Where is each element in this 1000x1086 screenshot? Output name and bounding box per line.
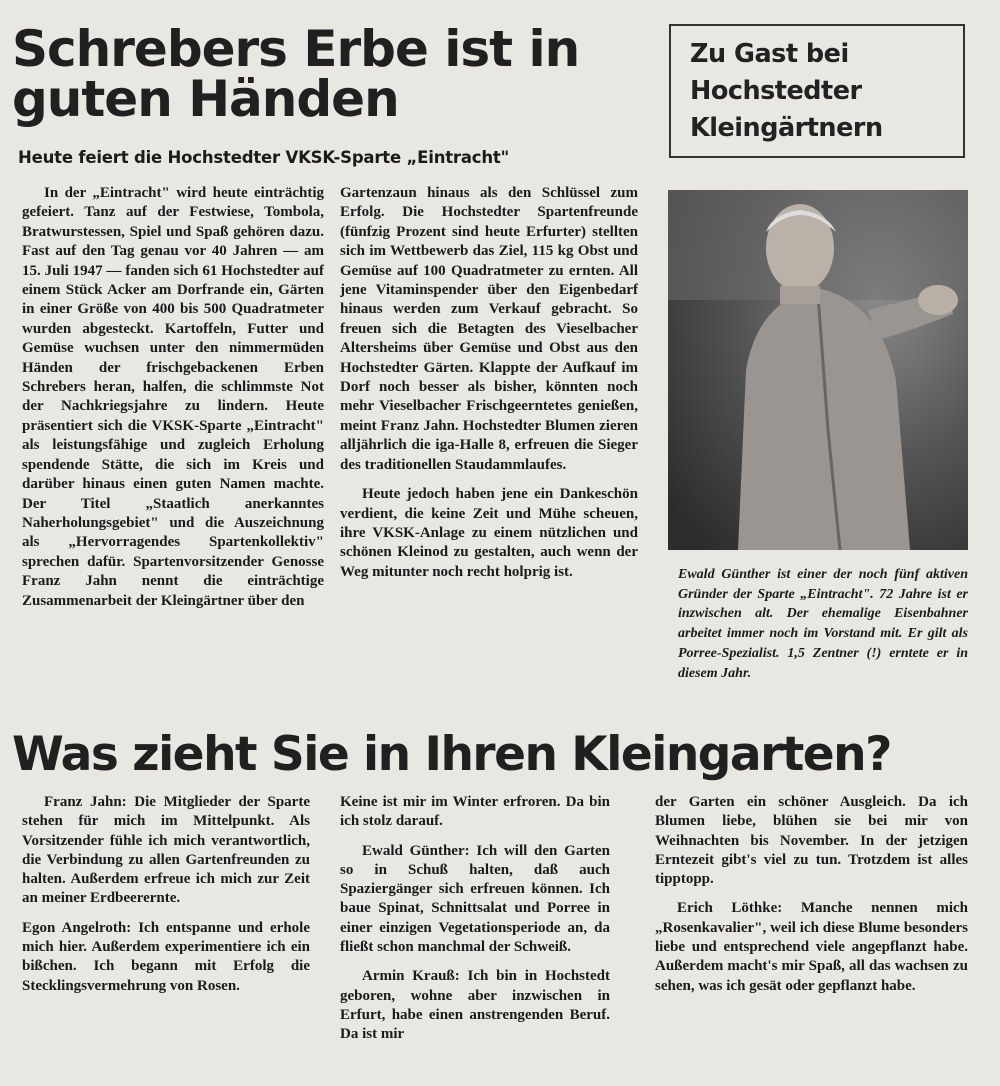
quote-ewald-guenther: Ewald Günther: Ich will den Garten so in Schuß halten, daß auch Spaziergänger sich erfreuen können. Ich baue Spinat, Schnittsalat und Porree in einer einzigen Vegetationsperiode an, da fließt schon manchmal der Schweiß. (340, 842, 610, 956)
quote-franz-jahn: Franz Jahn: Die Mitglieder der Sparte stehen für mich im Mittelpunkt. Als Vorsitzender fühle ich mich verantwortlich, die Verbindung zu allen Gartenfreunden zu halten. Außerdem erfreue ich mich zur Zeit an meiner Erdbeerernte. (22, 794, 310, 907)
survey-column-2 (340, 793, 610, 1045)
quote-egon-angelroth: Egon Angelroth: Ich entspanne und erhole mich hier. Außerdem experimentiere ich ein bißchen. Ich begann mit Erfolg die Stecklingsvermehrung von Rosen. (22, 919, 310, 994)
article-column-1 (22, 184, 324, 611)
survey-column-3 (655, 793, 968, 996)
article-headline: Schrebers Erbe ist in guten Händen (12, 20, 580, 128)
article-paragraph: Heute jedoch haben jene ein Dankeschön verdient, die keine Zeit und Mühe scheuen, ihre VKSK-Anlage zu einem nützlichen und schönen Kleinod zu gestalten, auch wenn der Weg mitunter noch recht holprig ist. (340, 486, 638, 580)
quote-armin-krauss: Armin Krauß: Ich bin in Hochstedt geboren, wohne aber inzwischen in Erfurt, habe einen anstrengenden Beruf. Da ist mir (340, 968, 610, 1043)
quote-continuation: Keine ist mir im Winter erfroren. Da bin ich stolz darauf. (340, 794, 610, 830)
speaker-name: Egon Angelroth: (22, 919, 132, 936)
speaker-name: Ewald Günther: (362, 842, 470, 859)
portrait-photo-image (668, 190, 968, 550)
quote-continuation: der Garten ein schöner Ausgleich. Da ich Blumen liebe, blühen sie bei mir von Weihnachten bis November. In der jetzigen Erntezeit gibt's viel zu tun. Trotzdem ist alles tipptopp. (655, 794, 968, 888)
article-paragraph: Gartenzaun hinaus als den Schlüssel zum Erfolg. Die Hochstedter Spartenfreunde (fünfzig Prozent sind heute Erfurter) stellten sich im Wettbewerb das Ziel, 115 kg Obst und Gemüse auf 100 Quadratmeter zu ernten. All jene Vitaminspender über den Eigenbedarf hinaus werden zum Verkauf gebracht. So freuen sich die Betagten des Vieselbacher Altersheims über Gemüse und Obst aus den Hochstedter Gärten. Klappte der Aufkauf im Dorf noch besser als bisher, könnten noch mehr Vieselbacher Frischgeerntetes genießen, meint Franz Jahn. Hochstedter Blumen zieren alljährlich die iga-Halle 8, erfreuen die Sieger des traditionellen Staudammlaufes. (340, 185, 638, 473)
speaker-name: Armin Krauß: (362, 968, 460, 985)
speaker-name: Erich Löthke: (677, 900, 783, 917)
article-subhead: Heute feiert die Hochstedter VKSK-Sparte „Eintracht" (18, 148, 510, 167)
photo-caption: Ewald Günther ist einer der noch fünf aktiven Gründer der Sparte „Eintracht". 72 Jahre ist er inzwischen alt. Der ehemalige Eisenbahner arbeitet immer noch im Vorstand mit. Er gilt als Porree-Spezialist. 1,5 Zentner (!) erntete er in diesem Jahr. (678, 567, 968, 681)
sidebar-box-title: Zu Gast bei Hochstedter Kleingärtnern (690, 39, 883, 143)
quote-erich-loethke: Erich Löthke: Manche nennen mich „Rosenkavalier", weil ich diese Blume besonders liebe und entsprechend viele angepflanzt habe. Außerdem macht's mir Spaß, all das wachsen zu sehen, was ich gesät oder gepflanzt habe. (655, 900, 968, 994)
speaker-name: Franz Jahn: (44, 794, 127, 810)
portrait-photo (668, 190, 968, 550)
article-column-2 (340, 184, 638, 582)
survey-column-1 (22, 793, 310, 996)
article-paragraph: In der „Eintracht" wird heute einträchtig gefeiert. Tanz auf der Festwiese, Tombola, Bratwurstessen, Spiel und Spaß gehören dazu. Fast auf den Tag genau vor 40 Jahren — am 15. Juli 1947 — fanden sich 61 Hochstedter auf einem Stück Acker am Dorfrande ein, Gärten in einer Größe von 400 bis 500 Quadratmeter wurden abgesteckt. Kartoffeln, Futter und Gemüse wuchsen unter den nimmermüden Händen der frischgebackenen Erben Schrebers heran, halfen, die schlimmste Not der Nachkriegsjahre zu lindern. Heute präsentiert sich die VKSK-Sparte „Eintracht" als leistungsfähige und zugleich Erholung spendende Stätte, die sich im Kreis und darüber hinaus einen guten Namen machte. Der Titel „Staatlich anerkanntes Naherholungsgebiet" und die Auszeichnung als „Hervorragendes Spartenkollektiv" sprechen dafür. Spartenvorsitzender Genosse Franz Jahn nennt die einträchtige Zusammenarbeit der Kleingärtner über den (22, 185, 324, 609)
survey-headline: Was zieht Sie in Ihren Kleingarten? (12, 727, 891, 782)
